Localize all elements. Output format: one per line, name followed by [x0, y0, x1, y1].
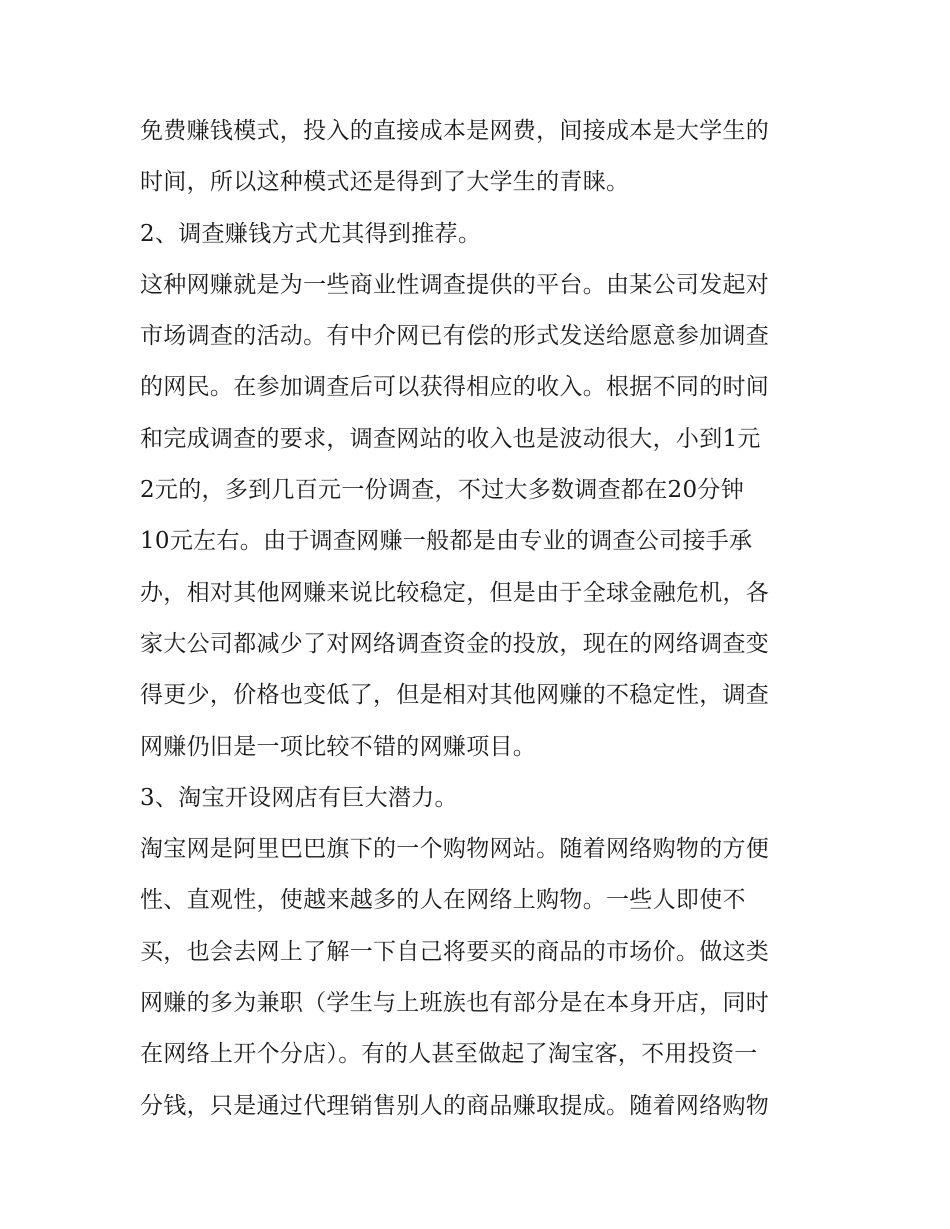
text-line-4: 这种网赚就是为一些商业性调查提供的平台。由某公司发起对 [140, 271, 770, 298]
text-line-7: 和完成调查的要求，调查网站的收入也是波动很大，小到1元 [140, 425, 761, 452]
text-line-17: 买，也会去网上了解一下自己将要买的商品的市场价。做这类 [140, 938, 770, 965]
text-line-20: 分钱，只是通过代理销售别人的商品赚取提成。随着网络购物 [140, 1092, 770, 1119]
text-line-8: 2元的，多到几百元一份调查，不过大多数调查都在20分钟 [140, 477, 744, 504]
text-line-13: 网赚仍旧是一项比较不错的网赚项目。 [140, 733, 537, 760]
section-heading-2: 2、调查赚钱方式尤其得到推荐。 [140, 220, 482, 247]
text-line-11: 家大公司都减少了对网络调查资金的投放，现在的网络调查变 [140, 630, 770, 657]
document-body [140, 106, 820, 1132]
section-heading-3: 3、淘宝开设网店有巨大潜力。 [140, 784, 458, 811]
text-line-9: 10元左右。由于调查网赚一般都是由专业的调查公司接手承 [140, 528, 753, 555]
text-line-2: 时间，所以这种模式还是得到了大学生的青睐。 [140, 169, 630, 196]
text-line-10: 办，相对其他网赚来说比较稳定，但是由于全球金融危机，各 [140, 579, 770, 606]
text-line-1: 免费赚钱模式，投入的直接成本是网费，间接成本是大学生的 [140, 118, 770, 144]
text-line-15: 淘宝网是阿里巴巴旗下的一个购物网站。随着网络购物的方便 [140, 836, 770, 863]
text-line-12: 得更少，价格也变低了，但是相对其他网赚的不稳定性，调查 [140, 682, 770, 709]
text-line-6: 的网民。在参加调查后可以获得相应的收入。根据不同的时间 [140, 374, 770, 401]
text-line-5: 市场调查的活动。有中介网已有偿的形式发送给愿意参加调查 [140, 323, 770, 350]
text-line-18: 网赚的多为兼职（学生与上班族也有部分是在本身开店，同时 [140, 990, 770, 1017]
text-line-16: 性、直观性，使越来越多的人在网络上购物。一些人即使不 [140, 887, 746, 914]
text-line-19: 在网络上开个分店）。有的人甚至做起了淘宝客，不用投资一 [140, 1041, 758, 1068]
